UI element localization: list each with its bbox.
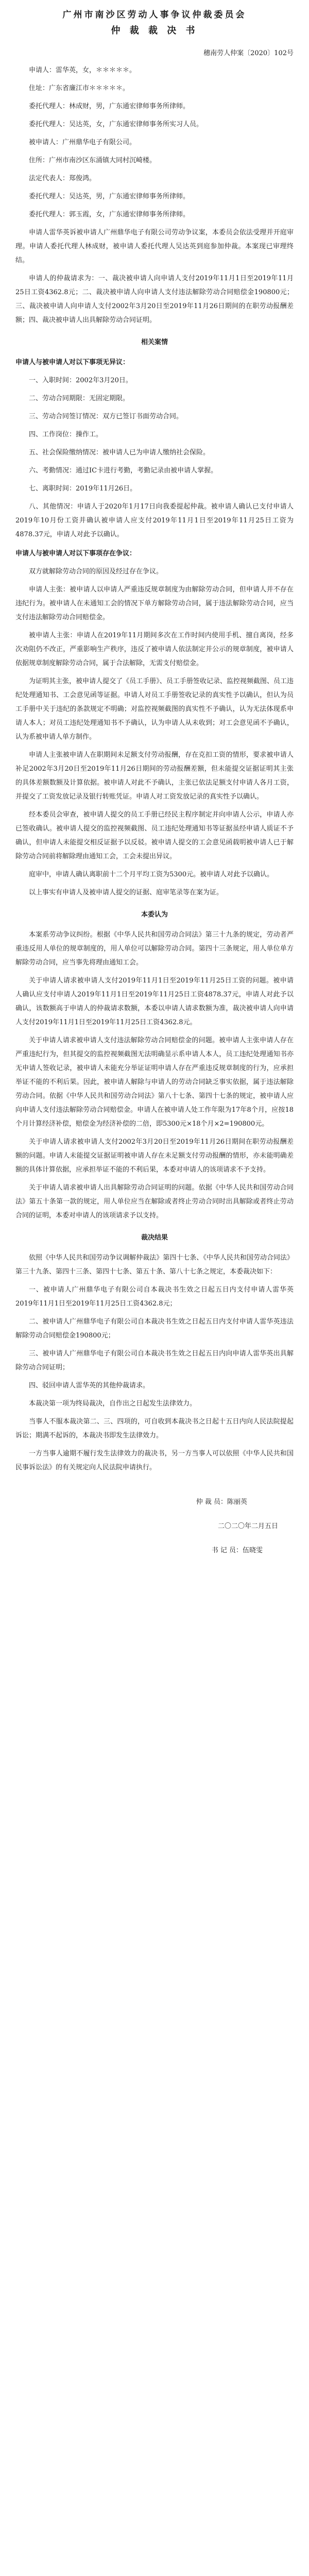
ruling-date: 二〇二〇年二月五日 — [217, 1522, 278, 1530]
reasoning-paragraph: 关于申请人请求被申请人支付违法解除劳动合同赔偿金的问题。被申请人主张申请人存在严重违纪行为，但其提交的监控视频截图无法明确显示系申请人本人，员工违纪处理通知书亦无申请人签收记录，被申请人未能充分举证证明申请人存在严重违反规章制度的行为，应承担举证不能的不利后果。因此，被申请人解除与申请人的劳动合同缺乏事实依据，属于违法解除劳动合同。依据《中华人民共和国劳动合同法》第八十七条、第四十七条的规定，被申请人应向申请人支付违法解除劳动合同赔偿金。申请人在被申请人处工作年限为17年8个月，应按18个月计算经济补偿，赔偿金为经济补偿的二倍，即5300元×18个月×2=190800元。 — [15, 1037, 294, 1128]
reasoning-paragraph: 关于申请人请求被申请人支付2002年3月20日至2019年11月26日期间在职劳动报酬差额的问题。申请人未能提交证据证明被申请人存在未足额支付劳动报酬的情形，亦未能明确差额的具体计算依据，应承担举证不能的不利后果，本委对申请人的该项请求不予支持。 — [15, 1138, 294, 1174]
fact-item: 七、离职时间：2019年11月26日。 — [29, 485, 137, 493]
reasoning-section — [15, 928, 294, 1223]
commission-title: 广州市南沙区劳动人事争议仲裁委员会 — [62, 10, 247, 20]
intro-section — [15, 226, 294, 327]
facts-body — [15, 500, 294, 900]
fact-item: 三、劳动合同签订情况：双方已签订书面劳动合同。 — [29, 413, 183, 420]
signature-block — [15, 1495, 294, 1557]
reasoning-paragraph: 关于申请人请求被申请人出具解除劳动合同证明的问题。依据《中华人民共和国劳动合同法》第五十条第一款的规定，用人单位应当在解除或者终止劳动合同时出具解除或者终止劳动合同的证明，本委对申请人的该项请求予以支持。 — [15, 1184, 294, 1219]
ruling-item: 一、被申请人广州鼎华电子有限公司自本裁决书生效之日起五日内支付申请人雷华英2019年11月1日至2019年11月25日工资4362.8元； — [15, 1286, 294, 1308]
reasoning-paragraph: 本案系劳动争议纠纷。根据《中华人民共和国劳动合同法》第三十九条的规定，劳动者严重违反用人单位的规章制度的，用人单位可以解除劳动合同。第四十三条规定，用人单位单方解除劳动合同，应当事先将理由通知工会。 — [15, 931, 294, 967]
clerk-signature: 书 记 员：伍晓雯 — [211, 1547, 263, 1554]
facts-subheading: 申请人与被申请人对以下事项无异议： — [15, 359, 130, 366]
ruling-note: 一方当事人逾期不履行发生法律效力的裁决书，另一方当事人可以依照《中华人民共和国民事诉讼法》的有关规定向人民法院申请执行。 — [15, 1450, 294, 1471]
party-line: 委托代理人：郭玉霞，女，广东通宏律师事务所律师。 — [29, 211, 190, 218]
case-number: 穗南劳人仲案〔2020〕102号 — [203, 49, 294, 57]
fact-item: 一、入职时间：2002年3月20日。 — [29, 377, 132, 384]
facts-heading: 相关案情 — [141, 338, 168, 346]
reasoning-paragraph: 关于申请人请求被申请人支付2019年11月1日至2019年11月25日工资的问题。被申请人确认应支付申请人2019年11月1日至2019年11月25日工资4878.37元，申请人对此予以确认，该数额高于申请人的仲裁请求数额，本委以申请人请求数额为准，裁决被申请人向申请人支付2019年11月1日至2019年11月25日工资4362.8元。 — [15, 977, 294, 1026]
ruling-item: 三、被申请人广州鼎华电子有限公司自本裁决书生效之日起五日内向申请人雷华英出具解除劳动合同证明； — [15, 1350, 294, 1371]
ruling-intro: 依照《中华人民共和国劳动争议调解仲裁法》第四十七条、《中华人民共和国劳动合同法》第三十九条、第四十三条、第四十七条、第五十条、第八十七条之规定，本委裁决如下： — [15, 1254, 294, 1276]
ruling-note: 当事人不服本裁决第二、三、四项的，可自收到本裁决书之日起十五日内向人民法院提起诉讼；期满不起诉的，本裁决书即发生法律效力。 — [15, 1418, 294, 1439]
facts-paragraph: 申请人主张被申请人在职期间未足额支付劳动报酬，存在克扣工资的情形，要求被申请人补足2002年3月20日至2019年11月26日期间的劳动报酬差额，但未能提交证据证明其主张的具体差额数额及计算依据。被申请人对此不予确认，主张已依法足额支付申请人各月工资，并提交了工资发放记录及银行转账凭证。申请人对工资发放记录的真实性予以确认。 — [15, 751, 294, 801]
dispute-subheading: 申请人与被申请人对以下事项存在争议： — [15, 550, 136, 557]
fact-item: 四、工作岗位：操作工。 — [29, 431, 103, 438]
intro-paragraph: 申请人雷华英诉被申请人广州鼎华电子有限公司劳动争议案，本委员会依法受理并开庭审理。申请人委托代理人林成财，被申请人委托代理人吴达英到庭参加仲裁。本案现已审理终结。 — [15, 229, 294, 264]
parties-section — [15, 63, 294, 222]
party-line: 申请人：雷华英，女，＊＊＊＊＊。 — [29, 66, 136, 74]
facts-paragraph: 庭审中，申请人确认离职前十二个月平均工资为5300元。被申请人对此予以确认。 — [29, 871, 274, 878]
facts-paragraph: 双方就解除劳动合同的原因及经过存在争议。 — [29, 568, 163, 575]
facts-paragraph: 申请人主张：被申请人以申请人严重违反规章制度为由解除劳动合同，但申请人并不存在违纪行为。被申请人在未通知工会的情况下单方解除劳动合同，属于违法解除劳动合同，应当支付违法解除劳动合同赔偿金。 — [15, 586, 294, 621]
facts-paragraph: 被申请人主张：申请人在2019年11月期间多次在工作时间内使用手机、擅自离岗，经多次劝阻仍不改正，严重影响生产秩序，违反了被申请人依法制定并公示的规章制度，被申请人依据规章制度解除劳动合同，属于合法解除，无需支付赔偿金。 — [15, 632, 294, 667]
facts-paragraph: 经本委员会审查，被申请人提交的员工手册已经民主程序制定并向申请人公示，申请人亦已签收确认。被申请人提交的监控视频截图、员工违纪处理通知书等证据虽经申请人质证不予确认，但申请人未能提交相反证据予以反驳。被申请人提交的工会意见函载明被申请人已于解除劳动合同前将解除理由通知工会，工会未提出异议。 — [15, 811, 294, 860]
ruling-section — [15, 1251, 294, 1475]
party-line: 住所：广州市南沙区东涌镇大同村沉崎楼。 — [29, 157, 157, 164]
facts-paragraph: 为证明其主张，被申请人提交了《员工手册》、员工手册签收记录、监控视频截图、员工违纪处理通知书、工会意见函等证据。申请人对员工手册签收记录的真实性予以确认，但认为员工手册中关于违纪的条款规定不明确；对监控视频截图的真实性不予确认，认为无法体现系申请人本人；对员工违纪处理通知书不予确认，认为申请人从未收到；对工会意见函不予确认，认为系被申请人单方制作。 — [15, 677, 294, 741]
facts-paragraph: 以上事实有申请人及被申请人提交的证据、庭审笔录等在案为证。 — [29, 889, 224, 896]
intro-paragraph: 申请人的仲裁请求为：一、裁决被申请人向申请人支付2019年11月1日至2019年11月25日工资4362.8元；二、裁决被申请人向申请人支付违法解除劳动合同赔偿金190800元；三、裁决被申请人向申请人支付2002年3月20日至2019年11月26日期间的在职劳动报酬差额；四、裁决被申请人出具解除劳动合同证明。 — [15, 275, 294, 324]
party-line: 委托代理人：吴达英，女，广东通宏律师事务所实习人员。 — [29, 121, 203, 128]
fact-item: 五、社会保险缴纳情况：被申请人已为申请人缴纳社会保险。 — [29, 449, 210, 456]
ruling-item: 二、被申请人广州鼎华电子有限公司自本裁决书生效之日起五日内支付申请人雷华英违法解除劳动合同赔偿金190800元； — [15, 1318, 294, 1340]
party-line: 被申请人：广州鼎华电子有限公司。 — [29, 139, 136, 146]
facts-paragraph: 八、其他情况：申请人于2020年1月17日向我委提起仲裁。被申请人确认已支付申请人2019年10月份工资并确认被申请人应支付2019年11月1日至2019年11月25日工资为4878.37元，申请人对此予以确认。 — [15, 503, 294, 538]
document-title: 仲 裁 裁 决 书 — [111, 25, 198, 36]
ruling-item: 四、驳回申请人雷华英的其他仲裁请求。 — [29, 1382, 150, 1389]
fact-item: 六、考勤情况：通过IC卡进行考勤，考勤记录由被申请人掌握。 — [29, 467, 218, 474]
ruling-note: 本裁决第一项为终局裁决，自作出之日起发生法律效力。 — [29, 1400, 197, 1408]
fact-item: 二、劳动合同期限：无固定期限。 — [29, 395, 130, 402]
party-line: 住址：广东省廉江市＊＊＊＊＊。 — [29, 84, 130, 92]
party-line: 委托代理人：吴达英，男，广东通宏律师事务所律师。 — [29, 193, 190, 200]
facts-list — [15, 374, 294, 496]
reasoning-heading: 本委认为 — [141, 911, 168, 919]
party-line: 委托代理人：林成财，男，广东通宏律师事务所律师。 — [29, 103, 190, 110]
ruling-heading: 裁决结果 — [141, 1234, 168, 1242]
arbitrator-signature: 仲 裁 员：陈丽英 — [196, 1498, 247, 1506]
party-line: 法定代表人：郑俊鸿。 — [29, 175, 96, 182]
